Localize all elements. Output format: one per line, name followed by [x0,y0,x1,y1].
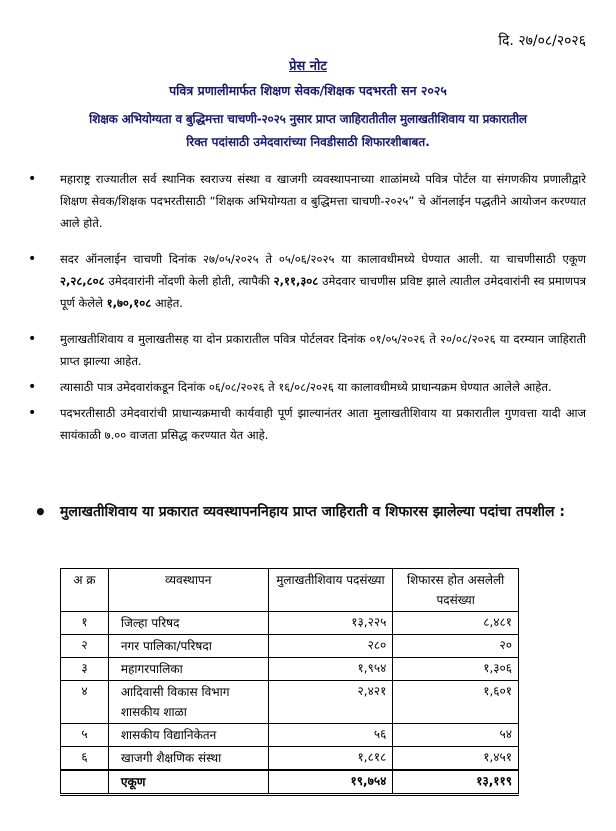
table-row [61,724,519,747]
appeared-count: २,११,३०८ [273,274,319,288]
header-recommended: शिफारस होत असलेली पदसंख्या [393,569,519,612]
cell-posts: १३,२२५ [268,612,393,635]
certified-count: १,७०,१०८ [106,296,152,310]
cell-sr: ६ [61,747,109,771]
cell-recommended: १,४५१ [393,747,519,771]
cell-recommended: १,६०१ [393,681,519,724]
table-row [61,681,519,724]
header-sr: अ क्र [61,569,109,612]
header-posts: मुलाखतीशिवाय पदसंख्या [268,569,393,612]
cell-sr: ३ [61,658,109,681]
total-label: एकूण [108,770,268,795]
table-row [61,658,519,681]
exam-stats-text-3: उमेदवार चाचणीस प्रविष्ट झाले त्यातील उमेदवारांनी स्व प्रमाणपत्र पूर्ण केलेले [60,274,586,310]
exam-stats-text-2: उमेदवारांनी नोंदणी केली होती, त्यापैकी [104,274,274,288]
total-posts: १९,७५४ [268,770,393,795]
cell-management: जिल्हा परिषद [108,612,268,635]
bullet-list [20,168,586,460]
title-line-1: शिक्षक अभियोग्यता व बुद्धिमत्ता चाचणी-२०२५ नुसार प्राप्त जाहिरातीतील मुलाखतीशिवाय या प्रकारातील [89,112,527,126]
cell-management: महागरपालिका [108,658,268,681]
cell-management: आदिवासी विकास विभाग शासकीय शाळा [108,681,268,724]
subtitle: पवित्र प्रणालीमार्फत शिक्षण सेवक/शिक्षक पदभरती सन २०२५ [169,83,447,98]
bullet-preferences: • त्यासाठी पात्र उमेदवारांकडून दिनांक ०६/०८/२०२६ ते १६/०८/२०२६ या कालावधीमध्ये प्राधान्यक्रम घेण्यात आलेले आहेत. [20,376,586,398]
cell-recommended: २० [393,635,519,658]
table-row [61,747,519,771]
cell-posts: ५६ [268,724,393,747]
bullet-advertisements: • मुलाखतीशिवाय व मुलाखतीसह या दोन प्रकारातील पवित्र पोर्टलवर दिनांक ०१/०५/२०२६ ते २०/०८/२०२६ या दरम्यान जाहिराती प्राप्त झाल्या आहेत. [20,328,586,372]
cell-sr: ४ [61,681,109,724]
cell-management: शासकीय विद्यानिकेतन [108,724,268,747]
cell-posts: २८० [268,635,393,658]
date: दि. २७/०८/२०२६ [498,33,586,49]
cell-management: खाजगी शैक्षणिक संस्था [108,747,268,771]
cell-sr-empty [61,770,109,795]
exam-stats-text-4: आहेत. [151,296,183,310]
section-title: • मुलाखतीशिवाय या प्रकारात व्यवस्थापननिहाय प्राप्त जाहिराती व शिफारस झालेल्या पदांचा तपशील : [20,500,596,524]
press-note-heading: प्रेस नोट [289,59,327,74]
cell-recommended: ८,४८१ [393,612,519,635]
bullet-exam-stats [20,248,586,314]
cell-management: नगर पालिका/परिषदा [108,635,268,658]
posts-table [60,568,519,796]
cell-posts: १,९५४ [268,658,393,681]
cell-recommended: ५४ [393,724,519,747]
total-recommended: १३,११९ [393,770,519,795]
table-total-row [61,770,519,795]
cell-recommended: १,३०६ [393,658,519,681]
registered-count: २,२८,८०८ [60,274,105,288]
table-row [61,612,519,635]
cell-sr: २ [61,635,109,658]
bullet-registration-info: • महाराष्ट्र राज्यातील सर्व स्थानिक स्वराज्य संस्था व खाजगी व्यवस्थापनाच्या शाळांमध्ये पवित्र पोर्टल या संगणकीय प्रणालीद्वारे शिक्षण सेवक/शिक्षक पदभरतीसाठी “शिक्षक अभियोग्यता व बुद्धिमत्ता चाचणी-२०२५” चे ऑनलाईन पद्धतीने आयोजन करण्यात आले होते. [20,168,586,234]
exam-stats-text-1: सदर ऑनलाईन चाचणी दिनांक २७/०५/२०२५ ते ०५/०६/२०२५ या कालावधीमध्ये घेण्यात आली. या चाचणीसाठी एकूण [60,252,586,266]
table-row [61,635,519,658]
cell-posts: १,८१८ [268,747,393,771]
table-header-row [61,569,519,612]
cell-sr: १ [61,612,109,635]
bullet-merit-list: • पदभरतीसाठी उमेदवारांची प्राधान्यक्रमाची कार्यवाही पूर्ण झाल्यानंतर आता मुलाखतीशिवाय या प्रकारातील गुणवत्ता यादी आज सायंकाळी ७.०० वाजता प्रसिद्ध करण्यात येत आहे. [20,402,586,446]
header-management: व्यवस्थापन [108,569,268,612]
cell-sr: ५ [61,724,109,747]
cell-posts: २,४२१ [268,681,393,724]
title-line-2: रिक्त पदांसाठी उमेदवारांच्या निवडीसाठी शिफारशीबाबत. [186,135,430,149]
